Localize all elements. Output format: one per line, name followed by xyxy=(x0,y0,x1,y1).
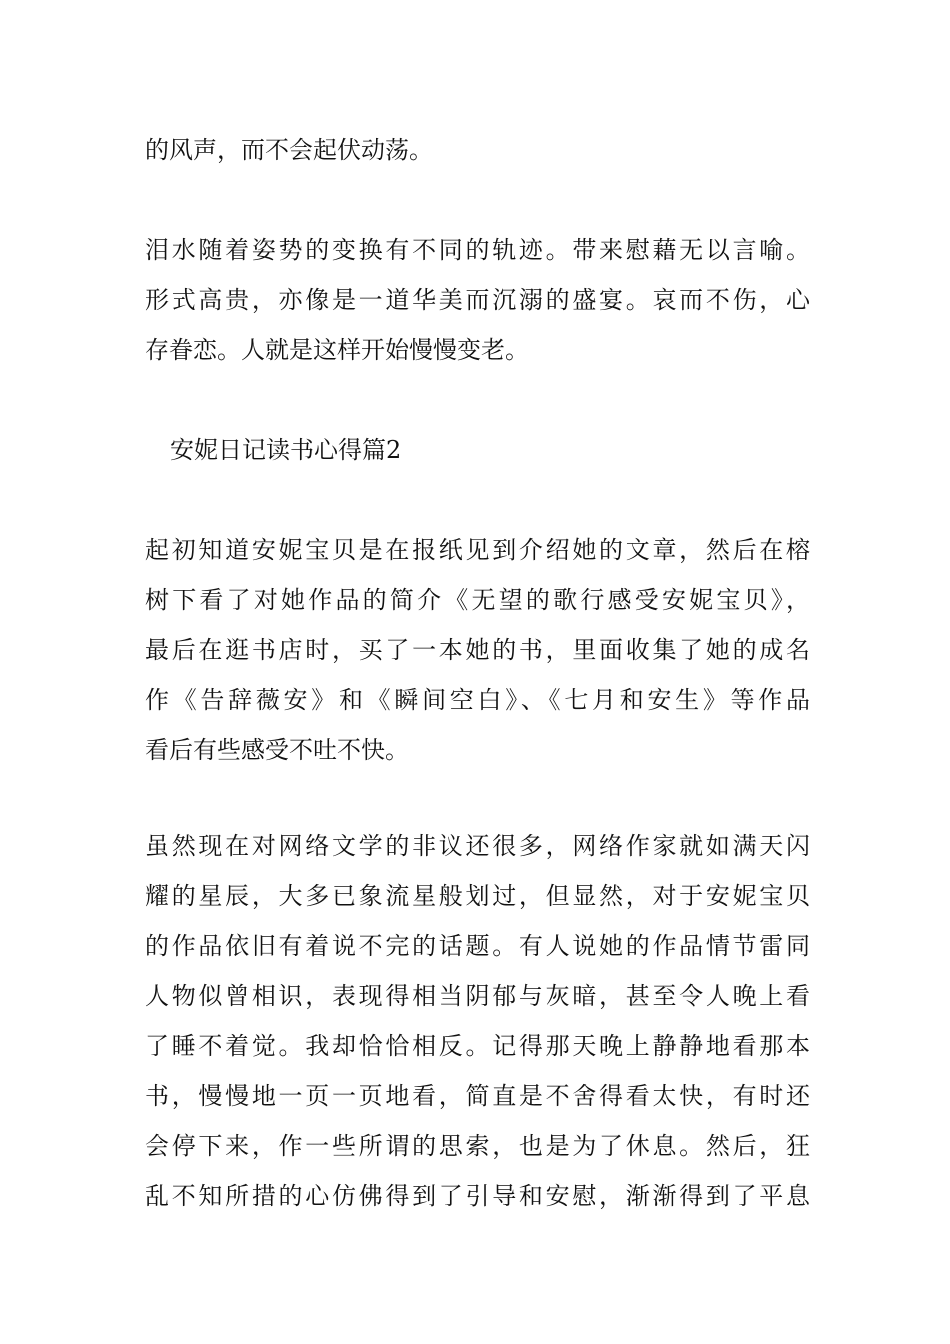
text-line: 树下看了对她作品的简介《无望的歌行感受安妮宝贝》， xyxy=(145,586,810,614)
text-line: 最后在逛书店时，买了一本她的书，里面收集了她的成名 xyxy=(145,636,810,664)
text-line: 了睡不着觉。我却恰恰相反。记得那天晚上静静地看那本 xyxy=(145,1032,810,1060)
section-heading: 安妮日记读书心得篇2 xyxy=(170,436,402,464)
text-line: 起初知道安妮宝贝是在报纸见到介绍她的文章，然后在榕 xyxy=(145,536,810,564)
text-line: 作《告辞薇安》和《瞬间空白》、《七月和安生》等作品 xyxy=(145,686,810,714)
text-line: 虽然现在对网络文学的非议还很多，网络作家就如满天闪 xyxy=(145,832,810,860)
text-line: 存眷恋。人就是这样开始慢慢变老。 xyxy=(145,336,529,364)
text-line: 的作品依旧有着说不完的话题。有人说她的作品情节雷同 xyxy=(145,932,810,960)
text-line: 耀的星辰，大多已象流星般划过，但显然，对于安妮宝贝 xyxy=(145,882,810,910)
text-line: 的风声，而不会起伏动荡。 xyxy=(145,136,433,164)
text-line: 人物似曾相识，表现得相当阴郁与灰暗，甚至令人晚上看 xyxy=(145,982,810,1010)
text-line: 书，慢慢地一页一页地看，简直是不舍得看太快，有时还 xyxy=(145,1082,810,1110)
text-line: 泪水随着姿势的变换有不同的轨迹。带来慰藉无以言喻。 xyxy=(145,236,810,264)
text-line: 形式高贵，亦像是一道华美而沉溺的盛宴。哀而不伤，心 xyxy=(145,286,810,314)
text-line: 看后有些感受不吐不快。 xyxy=(145,736,409,764)
text-line: 乱不知所措的心仿佛得到了引导和安慰，渐渐得到了平息 xyxy=(145,1182,810,1210)
text-line: 会停下来，作一些所谓的思索，也是为了休息。然后，狂 xyxy=(145,1132,810,1160)
